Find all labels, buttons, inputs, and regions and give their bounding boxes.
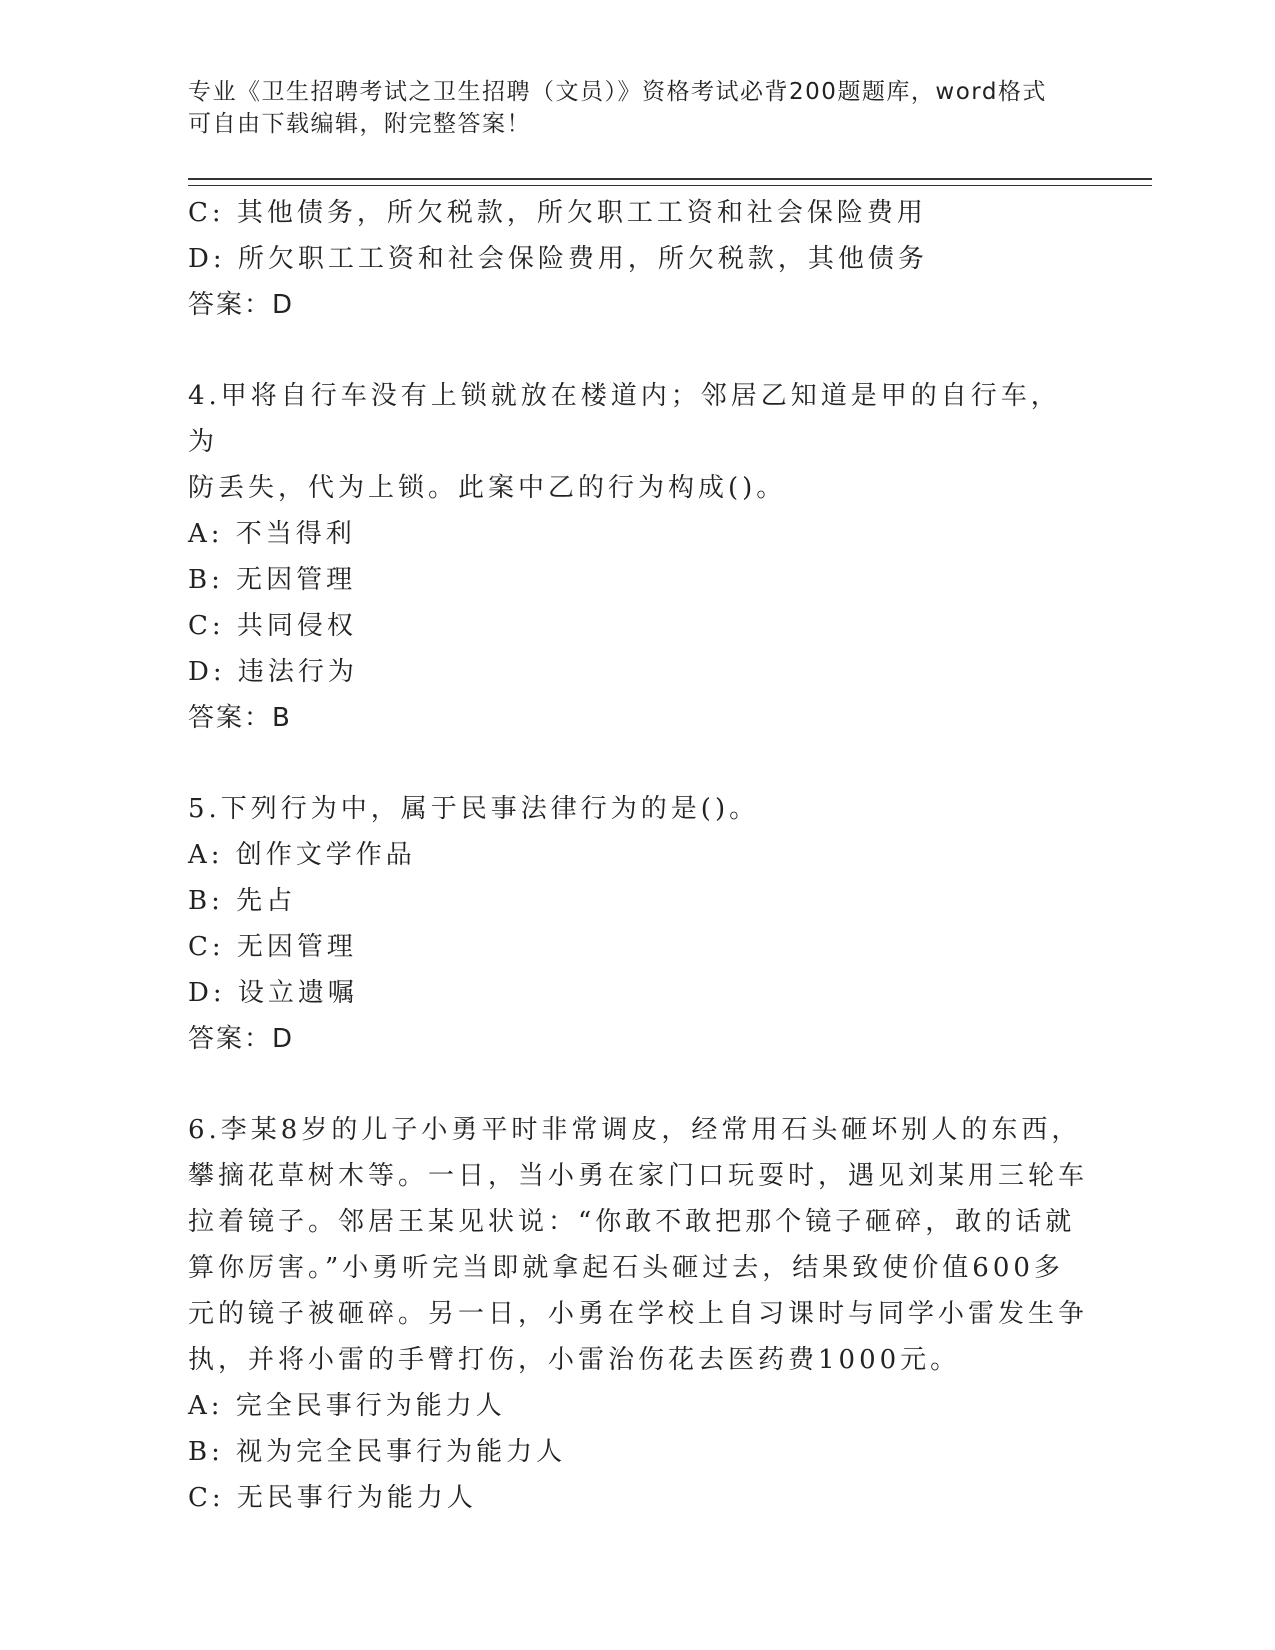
option-a: A: 创作文学作品: [188, 840, 416, 870]
option-b: B: 视为完全民事行为能力人: [188, 1437, 567, 1467]
option-c: C: 其他债务，所欠税款，所欠职工工资和社会保险费用: [188, 198, 927, 228]
option-d: D: 设立遗嘱: [188, 978, 358, 1008]
option-b: B: 无因管理: [188, 565, 357, 595]
answer-line: 答案：D: [188, 290, 295, 320]
document-header: [188, 76, 1088, 140]
option-a: A: 不当得利: [188, 519, 356, 549]
option-b: B: 先占: [188, 886, 297, 916]
question-5: [188, 786, 1088, 1062]
question-stem: 执，并将小雷的手臂打伤，小雷治伤花去医药费1000元。: [188, 1345, 961, 1375]
question-6: [188, 1107, 1088, 1521]
header-divider: [188, 178, 1152, 186]
question-stem: 攀摘花草树木等。一日，当小勇在家门口玩耍时，遇见刘某用三轮车: [188, 1161, 1089, 1191]
option-d: D: 所欠职工工资和社会保险费用，所欠税款，其他债务: [188, 244, 928, 274]
option-c: C: 无因管理: [188, 932, 357, 962]
question-3-fragment: [188, 190, 1088, 328]
question-stem: 防丢失，代为上锁。此案中乙的行为构成()。: [188, 473, 787, 503]
question-stem: 拉着镜子。邻居王某见状说：“你敢不敢把那个镜子砸碎，敢的话就: [188, 1207, 1076, 1237]
option-d: D: 违法行为: [188, 657, 358, 687]
question-stem: 4.甲将自行车没有上锁就放在楼道内；邻居乙知道是甲的自行车，为: [188, 381, 1061, 457]
option-c: C: 无民事行为能力人: [188, 1483, 477, 1513]
question-stem: 算你厉害。”小勇听完当即就拿起石头砸过去，结果致使价值600多: [188, 1253, 1064, 1283]
question-list: [188, 190, 1088, 1521]
question-stem: 6.李某8岁的儿子小勇平时非常调皮，经常用石头砸坏别人的东西，: [188, 1115, 1082, 1145]
header-title-line-2: 可自由下载编辑，附完整答案！: [188, 111, 531, 137]
option-a: A: 完全民事行为能力人: [188, 1391, 506, 1421]
question-stem: 5.下列行为中，属于民事法律行为的是()。: [188, 794, 760, 824]
question-stem: 元的镜子被砸碎。另一日，小勇在学校上自习课时与同学小雷发生争: [188, 1299, 1089, 1329]
question-4: [188, 373, 1088, 741]
header-title-line-1: 专业《卫生招聘考试之卫生招聘（文员）》资格考试必背200题题库，word格式: [188, 79, 1047, 105]
option-c: C: 共同侵权: [188, 611, 357, 641]
answer-line: 答案：B: [188, 703, 292, 733]
answer-line: 答案：D: [188, 1024, 295, 1054]
